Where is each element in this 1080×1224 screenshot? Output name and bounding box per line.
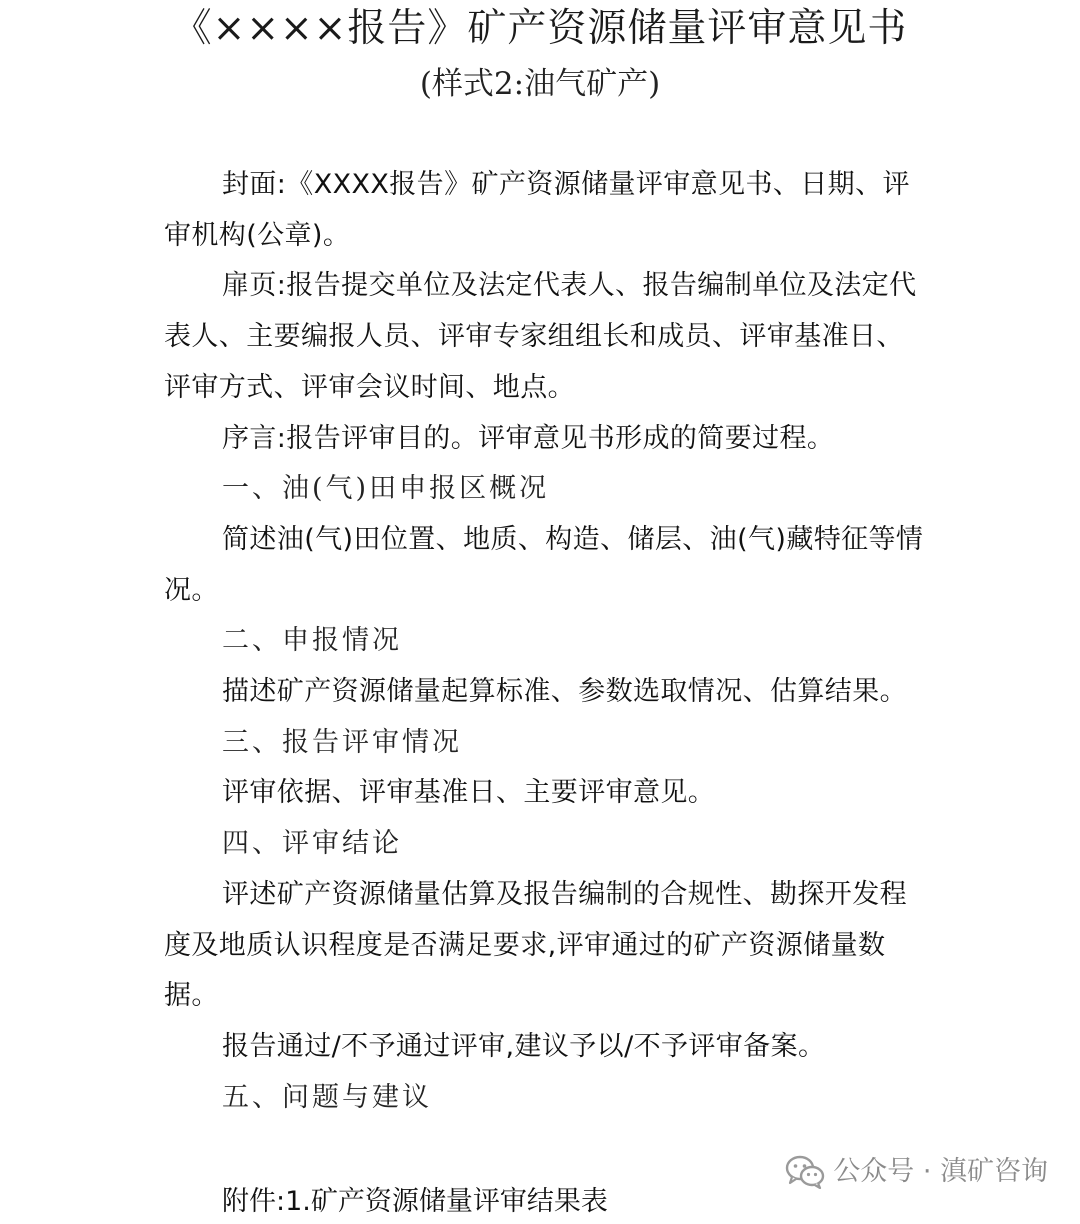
wechat-icon (785, 1155, 825, 1189)
section-heading-1: 一、油(气)田申报区概况 (222, 473, 550, 505)
watermark-text: 公众号 · 滇矿咨询 (833, 1156, 1048, 1187)
section-heading-2: 二、申报情况 (222, 625, 402, 657)
section-heading-5: 五、问题与建议 (222, 1081, 432, 1113)
document-title: 《××××报告》矿产资源储量评审意见书 (172, 6, 908, 51)
paragraph-cover: 封面:《XXXX报告》矿产资源储量评审意见书、日期、评审机构(公章)。 (164, 169, 910, 251)
paragraph-section-4a: 评述矿产资源储量估算及报告编制的合规性、勘探开发程度及地质认识程度是否满足要求,评审通过的矿产资源储量数据。 (164, 878, 907, 1012)
watermark (785, 1150, 1048, 1194)
paragraph-section-3: 评审依据、评审基准日、主要评审意见。 (222, 777, 716, 809)
paragraph-section-4b: 报告通过/不予通过评审,建议予以/不予评审备案。 (222, 1030, 826, 1062)
section-heading-4: 四、评审结论 (222, 828, 402, 860)
appendix-line: 附件:1.矿产资源储量评审结果表 (222, 1186, 608, 1217)
paragraph-title-page: 扉页:报告提交单位及法定代表人、报告编制单位及法定代表人、主要编报人员、评审专家组组长和成员、评审基准日、评审方式、评审会议时间、地点。 (164, 270, 917, 403)
section-heading-3: 三、报告评审情况 (222, 726, 462, 758)
document-body (164, 160, 924, 1123)
paragraph-section-2: 描述矿产资源储量起算标准、参数选取情况、估算结果。 (222, 676, 907, 708)
document-subtitle: (样式2:油气矿产) (419, 66, 661, 102)
paragraph-section-1: 简述油(气)田位置、地质、构造、储层、油(气)藏特征等情况。 (164, 523, 924, 606)
paragraph-preface: 序言:报告评审目的。评审意见书形成的简要过程。 (222, 422, 835, 454)
